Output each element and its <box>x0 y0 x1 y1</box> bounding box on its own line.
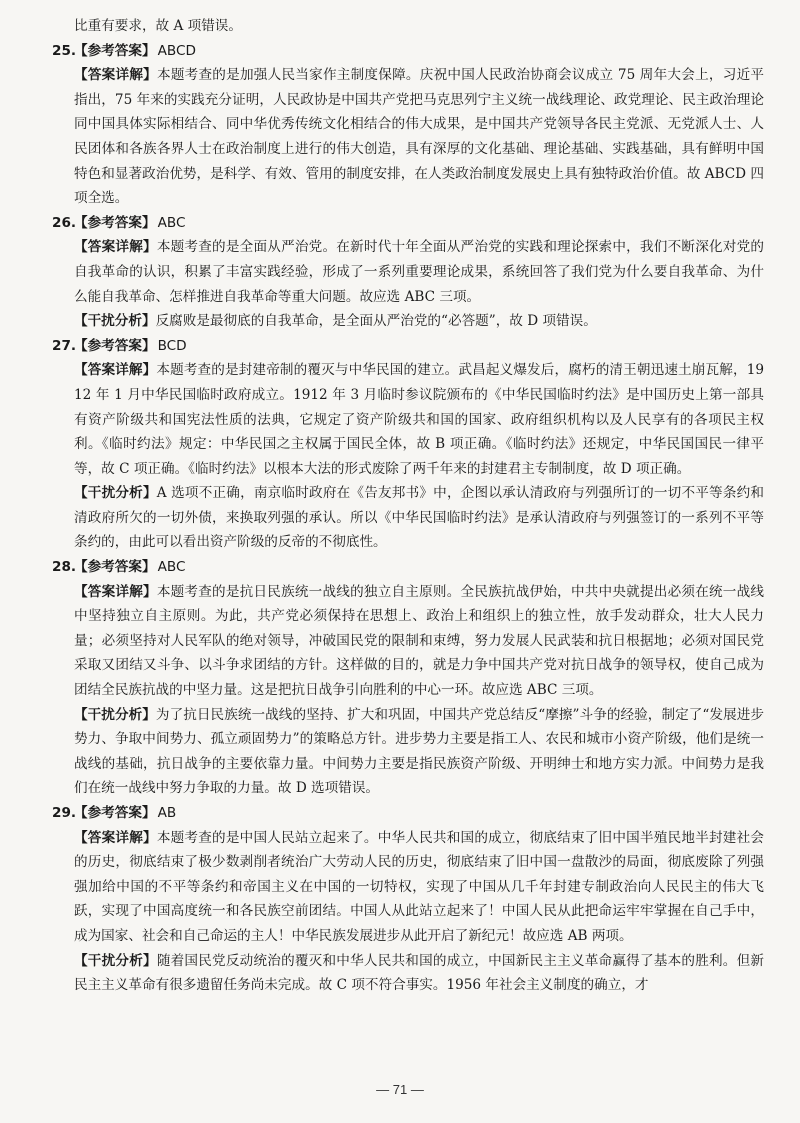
explanation-text: 为了抗日民族统一战线的坚持、扩大和巩固，中国共产党总结反“摩擦”斗争的经验，制定了“发展进步势力、争取中间势力、孤立顽固势力”的策略总方针。进步势力主要是指工人、农民和城市小资产阶级，他们是统一战线的基础，抗日战争的主要依靠力量。中间势力主要是指民族资产阶级、开明绅士和地方实力派。中间势力是我们在统一战线中努力争取的力量。故 D 选项错误。 <box>74 706 764 797</box>
explanation-paragraph <box>74 235 764 309</box>
question-number: 29. <box>52 805 77 821</box>
question-number: 28. <box>52 559 77 576</box>
section-tag: 【答案详解】 <box>74 829 157 846</box>
answer-value: BCD <box>157 337 187 354</box>
question-header <box>52 39 764 64</box>
question-section <box>52 211 764 334</box>
questions-list <box>52 39 764 998</box>
explanation-text: 本题考查的是加强人民当家作主制度保障。庆祝中国人民政治协商会议成立 75 周年大会上，习近平指出，75 年来的实践充分证明，人民政协是中国共产党把马克思列宁主义统一战线理论、政党理论、民主政治理论同中国具体实际相结合、同中华优秀传统文化相结合的伟大成果，是中国共产党领导各民主党派、无党派人士、人民团体和各族各界人士在政治制度上进行的伟大创造，具有深厚的文化基础、理论基础、实践基础，具有鲜明中国特色和显著政治优势，是科学、有效、管用的制度安排，在人类政治制度发展史上具有独特政治价值。故 ABCD 四项全选。 <box>74 67 765 207</box>
question-header <box>52 211 764 236</box>
answer-value: ABCD <box>157 42 196 59</box>
answer-label: 【参考答案】 <box>74 42 156 59</box>
answer-label: 【参考答案】 <box>74 214 156 231</box>
section-tag: 【干扰分析】 <box>74 706 156 723</box>
question-header <box>52 334 764 359</box>
section-tag: 【干扰分析】 <box>74 952 157 969</box>
explanation-paragraph <box>74 309 764 334</box>
question-header <box>52 801 764 826</box>
question-section <box>52 801 764 998</box>
explanation-text: 本题考查的是中国人民站立起来了。中华人民共和国的成立，彻底结束了旧中国半殖民地半封建社会的历史，彻底结束了极少数剥削者统治广大劳动人民的历史，彻底结束了旧中国一盘散沙的局面，彻底废除了列强强加给中国的不平等条约和帝国主义在中国的一切特权，实现了中国从几千年封建专制政治向人民民主的伟大飞跃，实现了中国高度统一和各民族空前团结。中国人从此站立起来了！中国人民从此把命运牢牢掌握在自己手中，成为国家、社会和自己命运的主人！中华民族发展进步从此开启了新纪元！故应选 AB 两项。 <box>74 829 764 944</box>
section-tag: 【答案详解】 <box>74 362 157 379</box>
explanation-paragraph <box>74 580 764 703</box>
answer-content <box>52 14 764 998</box>
section-tag: 【答案详解】 <box>74 67 157 84</box>
answer-value: ABC <box>157 214 186 231</box>
page-number: — 71 — <box>376 1082 424 1097</box>
explanation-paragraph <box>74 826 764 949</box>
explanation-text: 随着国民党反动统治的覆灭和中华人民共和国的成立，中国新民主主义革命赢得了基本的胜利。但新民主主义革命有很多遗留任务尚未完成。故 C 项不符合事实。1956 年社会主义制度的确立，才 <box>74 952 764 994</box>
explanation-text: 本题考查的是抗日民族统一战线的独立自主原则。全民族抗战伊始，中共中央就提出必须在统一战线中坚持独立自主原则。为此，共产党必须保持在思想上、政治上和组织上的独立性，放手发动群众，壮大人民力量；必须坚持对人民军队的绝对领导，冲破国民党的限制和束缚，努力发展人民武装和抗日根据地；必须对国民党采取又团结又斗争、以斗争求团结的方针。这样做的目的，就是力争中国共产党对抗日战争的领导权，使自己成为团结全民族抗战的中坚力量。这是把抗日战争引向胜利的中心一环。故应选 ABC 三项。 <box>74 583 764 699</box>
answer-value: ABC <box>157 559 186 576</box>
answer-label: 【参考答案】 <box>74 337 156 354</box>
question-number: 25. <box>52 42 77 59</box>
continued-text: 比重有要求，故 A 项错误。 <box>74 18 242 34</box>
explanation-paragraph <box>74 703 764 801</box>
explanation-text: 本题考查的是封建帝制的覆灭与中华民国的建立。武昌起义爆发后，腐朽的清王朝迅速土崩瓦解，1912 年 1 月中华民国临时政府成立。1912 年 3 月临时参议院颁布的《中华民国临时约法》是中国历史上第一部具有资产阶级共和国宪法性质的法典，它规定了资产阶级共和国的国家、政府组织机构以及人民享有的各项民主权利。《临时约法》规定：中华民国之主权属于国民全体，故 B 项正确。《临时约法》还规定，中华民国国民一律平等，故 C 项正确。《临时约法》以根本大法的形式废除了两千年来的封建君主专制制度，故 D 项正确。 <box>74 362 765 477</box>
answer-label: 【参考答案】 <box>74 805 156 821</box>
explanation-paragraph <box>74 63 764 211</box>
question-number: 27. <box>52 337 77 354</box>
question-number: 26. <box>52 214 77 231</box>
answer-value: AB <box>157 805 177 821</box>
question-section <box>52 39 764 211</box>
section-tag: 【答案详解】 <box>74 239 157 256</box>
section-tag: 【干扰分析】 <box>74 485 157 502</box>
explanation-paragraph <box>74 358 764 481</box>
answer-label: 【参考答案】 <box>74 559 156 576</box>
explanation-paragraph <box>74 949 764 998</box>
explanation-text: 反腐败是最彻底的自我革命，是全面从严治党的“必答题”，故 D 项错误。 <box>155 313 597 330</box>
explanation-paragraph <box>74 481 764 555</box>
section-tag: 【答案详解】 <box>74 583 157 600</box>
question-section <box>52 334 764 555</box>
section-tag: 【干扰分析】 <box>74 313 156 330</box>
question-header <box>52 555 764 580</box>
explanation-text: 本题考查的是全面从严治党。在新时代十年全面从严治党的实践和理论探索中，我们不断深化对党的自我革命的认识，积累了丰富实践经验，形成了一系列重要理论成果，系统回答了我们党为什么要自我革命、为什么能自我革命、怎样推进自我革命等重大问题。故应选 ABC 三项。 <box>74 239 764 305</box>
question-section <box>52 555 764 801</box>
explanation-text: A 选项不正确，南京临时政府在《告友邦书》中，企图以承认清政府与列强所订的一切不平等条约和清政府所欠的一切外债，来换取列强的承认。所以《中华民国临时约法》是承认清政府与列强签订的一系列不平等条约的，由此可以看出资产阶级的反帝的不彻底性。 <box>74 485 765 551</box>
